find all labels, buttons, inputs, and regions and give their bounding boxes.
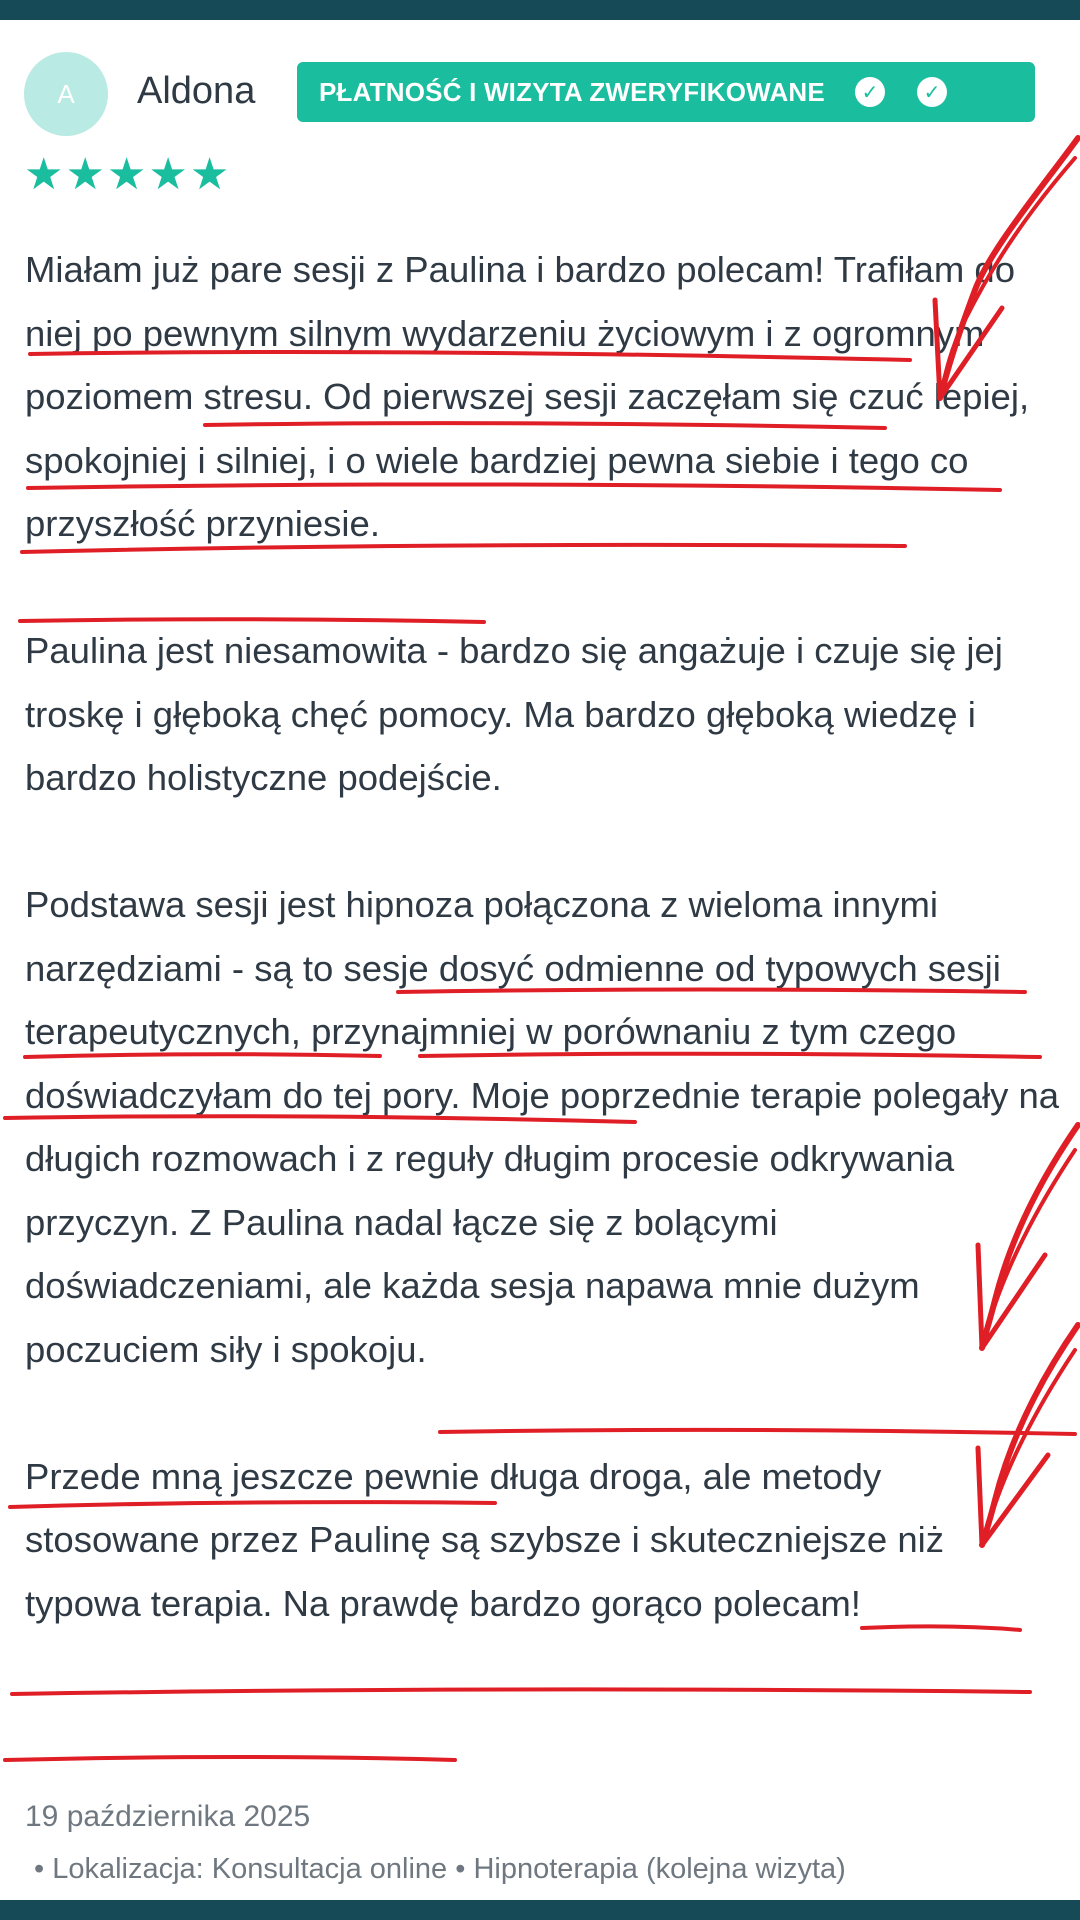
review-text [25, 238, 1060, 1635]
star-rating [24, 150, 229, 200]
badge-label: PŁATNOŚĆ I WIZYTA ZWERYFIKOWANE [319, 76, 825, 107]
check-circle-icon: ✓ [917, 77, 947, 107]
review-paragraph: Podstawa sesji jest hipnoza połączona z wieloma innymi narzędziami - są to sesje dosyć odmienne od typowych sesji terapeutycznych, przynajmniej w porównaniu z tym czego doświadczyłam do tej pory. Moje poprzednie terapie polegały na długich rozmowach i z reguły długim procesie odkrywania przyczyn. Z Paulina nadal łącze się z bolącymi doświadczeniami, ale każda sesja napawa mnie dużym poczuciem siły i spokoju. [25, 884, 1060, 1370]
author-name: Aldona [137, 70, 256, 112]
bottom-bar [0, 1900, 1080, 1920]
avatar: A [24, 52, 108, 136]
underline-mark [5, 1757, 455, 1760]
star-icon: ★ [106, 150, 147, 199]
star-icon: ★ [24, 150, 64, 199]
review-date: 19 października 2025 [25, 1800, 311, 1833]
top-bar [0, 0, 1080, 20]
review-paragraph: Paulina jest niesamowita - bardzo się angażuje i czuje się jej troskę i głęboką chęć pomocy. Ma bardzo głęboką wiedzę i bardzo holistyczne podejście. [25, 630, 1003, 798]
star-icon: ★ [65, 150, 105, 199]
review-paragraph: Przede mną jeszcze pewnie długa droga, ale metody stosowane przez Paulinę są szybsze i skuteczniejsze niż typowa terapia. Na prawdę bardzo gorąco polecam! [25, 1455, 945, 1624]
star-icon: ★ [189, 150, 230, 199]
star-icon: ★ [148, 150, 188, 199]
review-meta: • Lokalizacja: Konsultacja online • Hipnoterapia (kolejna wizyta) [34, 1853, 846, 1885]
review-header [24, 52, 1064, 136]
underline-mark [12, 1689, 1030, 1694]
review-paragraph: Miałam już pare sesji z Paulina i bardzo polecam! Trafiłam do niej po pewnym silnym wydarzeniu życiowym i z ogromnym poziomem stresu. Od pierwszej sesji zaczęłam się czuć lepiej, spokojniej i silniej, i o wiele bardziej pewna siebie i tego co przyszłość przyniesie. [25, 249, 1030, 544]
verified-badge [297, 62, 1035, 122]
check-circle-icon: ✓ [855, 77, 885, 107]
